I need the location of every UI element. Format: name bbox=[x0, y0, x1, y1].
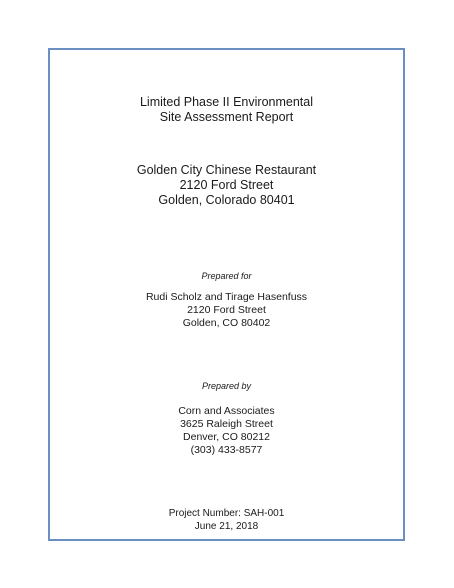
site-address bbox=[48, 163, 405, 208]
report-title bbox=[48, 95, 405, 125]
prepared-by-label: Prepared by bbox=[201, 381, 252, 391]
client-city: Golden, CO 80402 bbox=[182, 317, 271, 329]
consultant-street: 3625 Raleigh Street bbox=[180, 418, 273, 430]
consultant-city: Denver, CO 80212 bbox=[183, 431, 270, 443]
prepared-by-address bbox=[48, 405, 405, 457]
report-footer bbox=[48, 507, 405, 533]
report-title-line-1: Limited Phase II Environmental bbox=[139, 95, 313, 109]
site-street: 2120 Ford Street bbox=[179, 178, 274, 192]
consultant-name: Corn and Associates bbox=[178, 405, 275, 417]
consultant-phone: (303) 433-8577 bbox=[190, 444, 263, 456]
report-title-line-2: Site Assessment Report bbox=[159, 110, 294, 124]
project-number: Project Number: SAH-001 bbox=[168, 508, 285, 519]
client-street: 2120 Ford Street bbox=[187, 304, 266, 316]
site-name: Golden City Chinese Restaurant bbox=[136, 163, 317, 177]
prepared-for-label: Prepared for bbox=[201, 271, 252, 281]
site-city: Golden, Colorado 80401 bbox=[158, 193, 295, 207]
client-name: Rudi Scholz and Tirage Hasenfuss bbox=[145, 291, 308, 303]
report-date: June 21, 2018 bbox=[194, 521, 259, 532]
prepared-for-address bbox=[48, 291, 405, 330]
